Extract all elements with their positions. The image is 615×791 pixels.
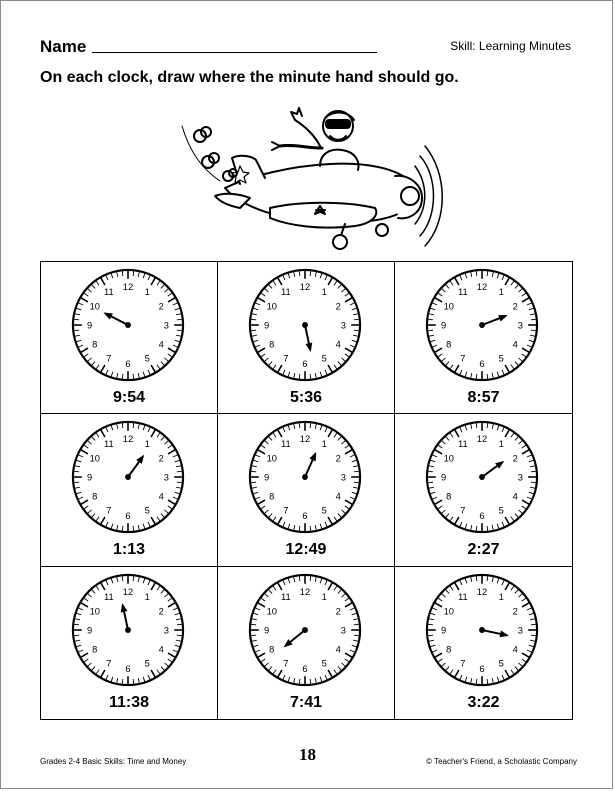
minute-tick bbox=[299, 271, 300, 276]
clock-number: 9 bbox=[441, 625, 447, 636]
clock-cell bbox=[395, 262, 572, 414]
minute-tick bbox=[122, 576, 123, 581]
clock-number: 1 bbox=[144, 591, 150, 602]
clock-number: 4 bbox=[158, 339, 164, 350]
minute-tick bbox=[122, 374, 123, 379]
clock-time-label: 9:54 bbox=[112, 389, 146, 406]
clock-number: 3 bbox=[163, 625, 169, 636]
clock-number: 6 bbox=[479, 511, 485, 522]
clock-number: 4 bbox=[512, 491, 518, 502]
clock-number: 8 bbox=[446, 339, 452, 350]
minute-tick bbox=[476, 271, 477, 276]
clock-number: 4 bbox=[512, 339, 518, 350]
clock-number: 6 bbox=[479, 663, 485, 674]
clock-number: 11 bbox=[103, 591, 114, 602]
minute-tick bbox=[74, 472, 79, 473]
clock-number: 2 bbox=[158, 301, 164, 312]
clock-face[interactable] bbox=[246, 571, 364, 689]
clock-number: 11 bbox=[280, 591, 291, 602]
clock-number: 3 bbox=[340, 625, 346, 636]
clock-number: 6 bbox=[302, 663, 308, 674]
clock-number: 4 bbox=[158, 644, 164, 655]
clock-number: 9 bbox=[87, 625, 93, 636]
minute-tick bbox=[133, 374, 134, 379]
clock-center bbox=[125, 627, 131, 633]
minute-tick bbox=[177, 635, 182, 636]
clock-center bbox=[479, 627, 485, 633]
clock-number: 9 bbox=[87, 472, 93, 483]
clock-number: 8 bbox=[269, 339, 275, 350]
clock-number: 9 bbox=[264, 320, 270, 331]
minute-tick bbox=[354, 482, 359, 483]
clock-number: 6 bbox=[302, 358, 308, 369]
clock-number: 1 bbox=[144, 287, 150, 298]
instruction-text: On each clock, draw where the minute hand should go. bbox=[40, 69, 459, 86]
minute-tick bbox=[251, 472, 256, 473]
clock-face[interactable] bbox=[246, 418, 364, 536]
minute-tick bbox=[428, 330, 433, 331]
minute-tick bbox=[354, 635, 359, 636]
clock-time-label: 11:38 bbox=[108, 693, 150, 711]
clock-face[interactable] bbox=[69, 418, 187, 536]
clock-number: 1 bbox=[498, 591, 504, 602]
clock-time-label: 1:13 bbox=[112, 541, 146, 559]
minute-tick bbox=[122, 526, 123, 531]
clock-face[interactable] bbox=[246, 266, 364, 384]
minute-tick bbox=[74, 624, 79, 625]
clock-number: 12 bbox=[122, 434, 134, 445]
minute-tick bbox=[74, 319, 79, 320]
clock-number: 8 bbox=[92, 491, 98, 502]
airplane-pilot-illustration bbox=[170, 96, 445, 256]
clock-number: 8 bbox=[92, 339, 98, 350]
minute-tick bbox=[74, 330, 79, 331]
minute-tick bbox=[133, 679, 134, 684]
clock-number: 12 bbox=[476, 282, 488, 293]
clock-number: 5 bbox=[144, 353, 150, 364]
clock-number: 10 bbox=[266, 453, 277, 464]
minute-tick bbox=[428, 624, 433, 625]
clock-cell bbox=[41, 414, 218, 566]
clock-number: 12 bbox=[299, 282, 311, 293]
minute-tick bbox=[428, 482, 433, 483]
clock-center bbox=[302, 627, 308, 633]
clock-number: 2 bbox=[512, 605, 518, 616]
clock-number: 3 bbox=[163, 472, 169, 483]
clock-number: 3 bbox=[517, 472, 523, 483]
clock-number: 6 bbox=[125, 511, 131, 522]
minute-tick bbox=[310, 679, 311, 684]
minute-tick bbox=[177, 624, 182, 625]
clock-number: 2 bbox=[512, 453, 518, 464]
clock-number: 3 bbox=[517, 625, 523, 636]
minute-tick bbox=[531, 635, 536, 636]
clock-number: 6 bbox=[125, 358, 131, 369]
footer-book-title: Grades 2-4 Basic Skills: Time and Money bbox=[40, 757, 187, 766]
minute-tick bbox=[251, 624, 256, 625]
minute-tick bbox=[428, 472, 433, 473]
minute-tick bbox=[251, 330, 256, 331]
clock-number: 12 bbox=[122, 282, 134, 293]
skill-label: Skill: Learning Minutes bbox=[450, 39, 571, 53]
clock-number: 12 bbox=[476, 434, 488, 445]
clock-number: 9 bbox=[264, 625, 270, 636]
minute-tick bbox=[74, 482, 79, 483]
clock-number: 5 bbox=[321, 505, 327, 516]
clock-cell bbox=[395, 414, 572, 566]
minute-tick bbox=[487, 576, 488, 581]
clock-number: 9 bbox=[87, 320, 93, 331]
minute-tick bbox=[531, 330, 536, 331]
clock-time-label: 2:27 bbox=[467, 541, 500, 559]
clock-center bbox=[302, 474, 308, 480]
minute-tick bbox=[299, 576, 300, 581]
clock-number: 4 bbox=[512, 644, 518, 655]
clock-number: 8 bbox=[446, 644, 452, 655]
minute-tick bbox=[487, 374, 488, 379]
clock-number: 6 bbox=[302, 511, 308, 522]
minute-tick bbox=[133, 271, 134, 276]
minute-tick bbox=[428, 319, 433, 320]
clock-number: 12 bbox=[299, 434, 311, 445]
clock-time-label: 12:49 bbox=[285, 541, 327, 559]
clock-face[interactable] bbox=[423, 571, 541, 689]
minute-tick bbox=[487, 271, 488, 276]
clock-number: 11 bbox=[103, 287, 114, 298]
clock-cell bbox=[395, 567, 572, 719]
clock-number: 9 bbox=[441, 472, 447, 483]
minute-tick bbox=[476, 374, 477, 379]
clock-number: 7 bbox=[106, 353, 112, 364]
minute-tick bbox=[476, 576, 477, 581]
clock-number: 1 bbox=[321, 287, 327, 298]
clock-number: 4 bbox=[158, 491, 164, 502]
clock-number: 2 bbox=[335, 605, 341, 616]
minute-tick bbox=[177, 330, 182, 331]
clock-number: 1 bbox=[321, 591, 327, 602]
clock-number: 10 bbox=[266, 605, 277, 616]
minute-tick bbox=[354, 330, 359, 331]
minute-tick bbox=[476, 424, 477, 429]
page-number: 18 bbox=[299, 745, 316, 764]
clock-number: 5 bbox=[498, 658, 504, 669]
clock-number: 7 bbox=[283, 658, 289, 669]
clock-number: 7 bbox=[460, 658, 466, 669]
clock-center bbox=[479, 474, 485, 480]
clock-number: 1 bbox=[498, 439, 504, 450]
clock-number: 7 bbox=[283, 353, 289, 364]
clock-number: 6 bbox=[125, 663, 131, 674]
clock-number: 10 bbox=[89, 605, 100, 616]
clock-number: 5 bbox=[498, 353, 504, 364]
clock-number: 7 bbox=[106, 505, 112, 516]
clock-number: 8 bbox=[446, 491, 452, 502]
minute-tick bbox=[487, 526, 488, 531]
minute-tick bbox=[310, 271, 311, 276]
clock-number: 1 bbox=[498, 287, 504, 298]
clock-number: 7 bbox=[283, 505, 289, 516]
clock-number: 7 bbox=[460, 505, 466, 516]
minute-tick bbox=[251, 482, 256, 483]
clock-grid bbox=[40, 261, 573, 720]
clock-number: 4 bbox=[335, 491, 341, 502]
minute-tick bbox=[476, 526, 477, 531]
clock-number: 12 bbox=[122, 586, 134, 597]
clock-center bbox=[125, 474, 131, 480]
clock-number: 5 bbox=[321, 353, 327, 364]
clock-number: 11 bbox=[280, 287, 291, 298]
minute-tick bbox=[354, 319, 359, 320]
clock-cell bbox=[218, 414, 395, 566]
clock-number: 1 bbox=[144, 439, 150, 450]
minute-tick bbox=[299, 374, 300, 379]
clock-number: 2 bbox=[512, 301, 518, 312]
minute-tick bbox=[354, 472, 359, 473]
minute-tick bbox=[133, 526, 134, 531]
minute-tick bbox=[122, 679, 123, 684]
minute-tick bbox=[299, 526, 300, 531]
minute-tick bbox=[177, 319, 182, 320]
minute-tick bbox=[310, 576, 311, 581]
minute-tick bbox=[122, 271, 123, 276]
minute-tick bbox=[177, 482, 182, 483]
clock-number: 5 bbox=[498, 505, 504, 516]
clock-number: 9 bbox=[264, 472, 270, 483]
minute-tick bbox=[310, 526, 311, 531]
clock-number: 11 bbox=[103, 439, 114, 450]
minute-tick bbox=[487, 424, 488, 429]
clock-number: 7 bbox=[106, 658, 112, 669]
clock-number: 3 bbox=[340, 472, 346, 483]
clock-number: 1 bbox=[321, 439, 327, 450]
minute-tick bbox=[299, 679, 300, 684]
clock-number: 5 bbox=[144, 658, 150, 669]
minute-tick bbox=[122, 424, 123, 429]
minute-tick bbox=[74, 635, 79, 636]
clock-number: 2 bbox=[335, 301, 341, 312]
clock-number: 10 bbox=[266, 301, 277, 312]
clock-cell bbox=[218, 567, 395, 719]
clock-number: 4 bbox=[335, 339, 341, 350]
clock-number: 10 bbox=[443, 453, 454, 464]
clock-cell bbox=[218, 262, 395, 414]
clock-number: 4 bbox=[335, 644, 341, 655]
clock-number: 3 bbox=[517, 320, 523, 331]
clock-number: 6 bbox=[479, 358, 485, 369]
clock-number: 12 bbox=[476, 586, 488, 597]
clock-center bbox=[479, 322, 485, 328]
footer-copyright: © Teacher's Friend, a Scholastic Company bbox=[426, 757, 577, 766]
minute-tick bbox=[251, 635, 256, 636]
clock-number: 11 bbox=[280, 439, 291, 450]
clock-face[interactable] bbox=[423, 418, 541, 536]
name-label: Name bbox=[40, 37, 87, 56]
clock-number: 5 bbox=[321, 658, 327, 669]
clock-number: 7 bbox=[460, 353, 466, 364]
minute-tick bbox=[531, 472, 536, 473]
clock-number: 3 bbox=[340, 320, 346, 331]
clock-number: 11 bbox=[457, 287, 468, 298]
clock-face[interactable] bbox=[69, 571, 187, 689]
clock-face[interactable] bbox=[69, 266, 187, 384]
clock-number: 3 bbox=[163, 320, 169, 331]
clock-face[interactable] bbox=[423, 266, 541, 384]
clock-number: 10 bbox=[443, 301, 454, 312]
minute-tick bbox=[133, 424, 134, 429]
minute-tick bbox=[531, 319, 536, 320]
clock-cell bbox=[41, 262, 218, 414]
minute-tick bbox=[476, 679, 477, 684]
clock-number: 12 bbox=[299, 586, 311, 597]
minute-tick bbox=[531, 482, 536, 483]
clock-number: 9 bbox=[441, 320, 447, 331]
clock-number: 8 bbox=[92, 644, 98, 655]
minute-tick bbox=[354, 624, 359, 625]
clock-number: 8 bbox=[269, 644, 275, 655]
clock-number: 10 bbox=[89, 301, 100, 312]
clock-time-label: 5:36 bbox=[289, 389, 323, 406]
name-line[interactable] bbox=[92, 52, 377, 53]
clock-number: 8 bbox=[269, 491, 275, 502]
clock-number: 11 bbox=[457, 439, 468, 450]
clock-number: 2 bbox=[158, 605, 164, 616]
minute-tick bbox=[299, 424, 300, 429]
clock-number: 5 bbox=[144, 505, 150, 516]
minute-tick bbox=[310, 374, 311, 379]
minute-tick bbox=[310, 424, 311, 429]
clock-number: 2 bbox=[158, 453, 164, 464]
clock-cell bbox=[41, 567, 218, 719]
minute-tick bbox=[251, 319, 256, 320]
clock-time-label: 3:22 bbox=[467, 693, 500, 711]
clock-number: 11 bbox=[457, 591, 468, 602]
minute-tick bbox=[531, 624, 536, 625]
clock-number: 2 bbox=[335, 453, 341, 464]
clock-center bbox=[302, 322, 308, 328]
clock-number: 10 bbox=[89, 453, 100, 464]
clock-time-label: 7:41 bbox=[289, 693, 323, 711]
clock-time-label: 8:57 bbox=[467, 389, 500, 406]
minute-tick bbox=[428, 635, 433, 636]
minute-tick bbox=[487, 679, 488, 684]
clock-center bbox=[125, 322, 131, 328]
clock-number: 10 bbox=[443, 605, 454, 616]
minute-tick bbox=[133, 576, 134, 581]
minute-tick bbox=[177, 472, 182, 473]
